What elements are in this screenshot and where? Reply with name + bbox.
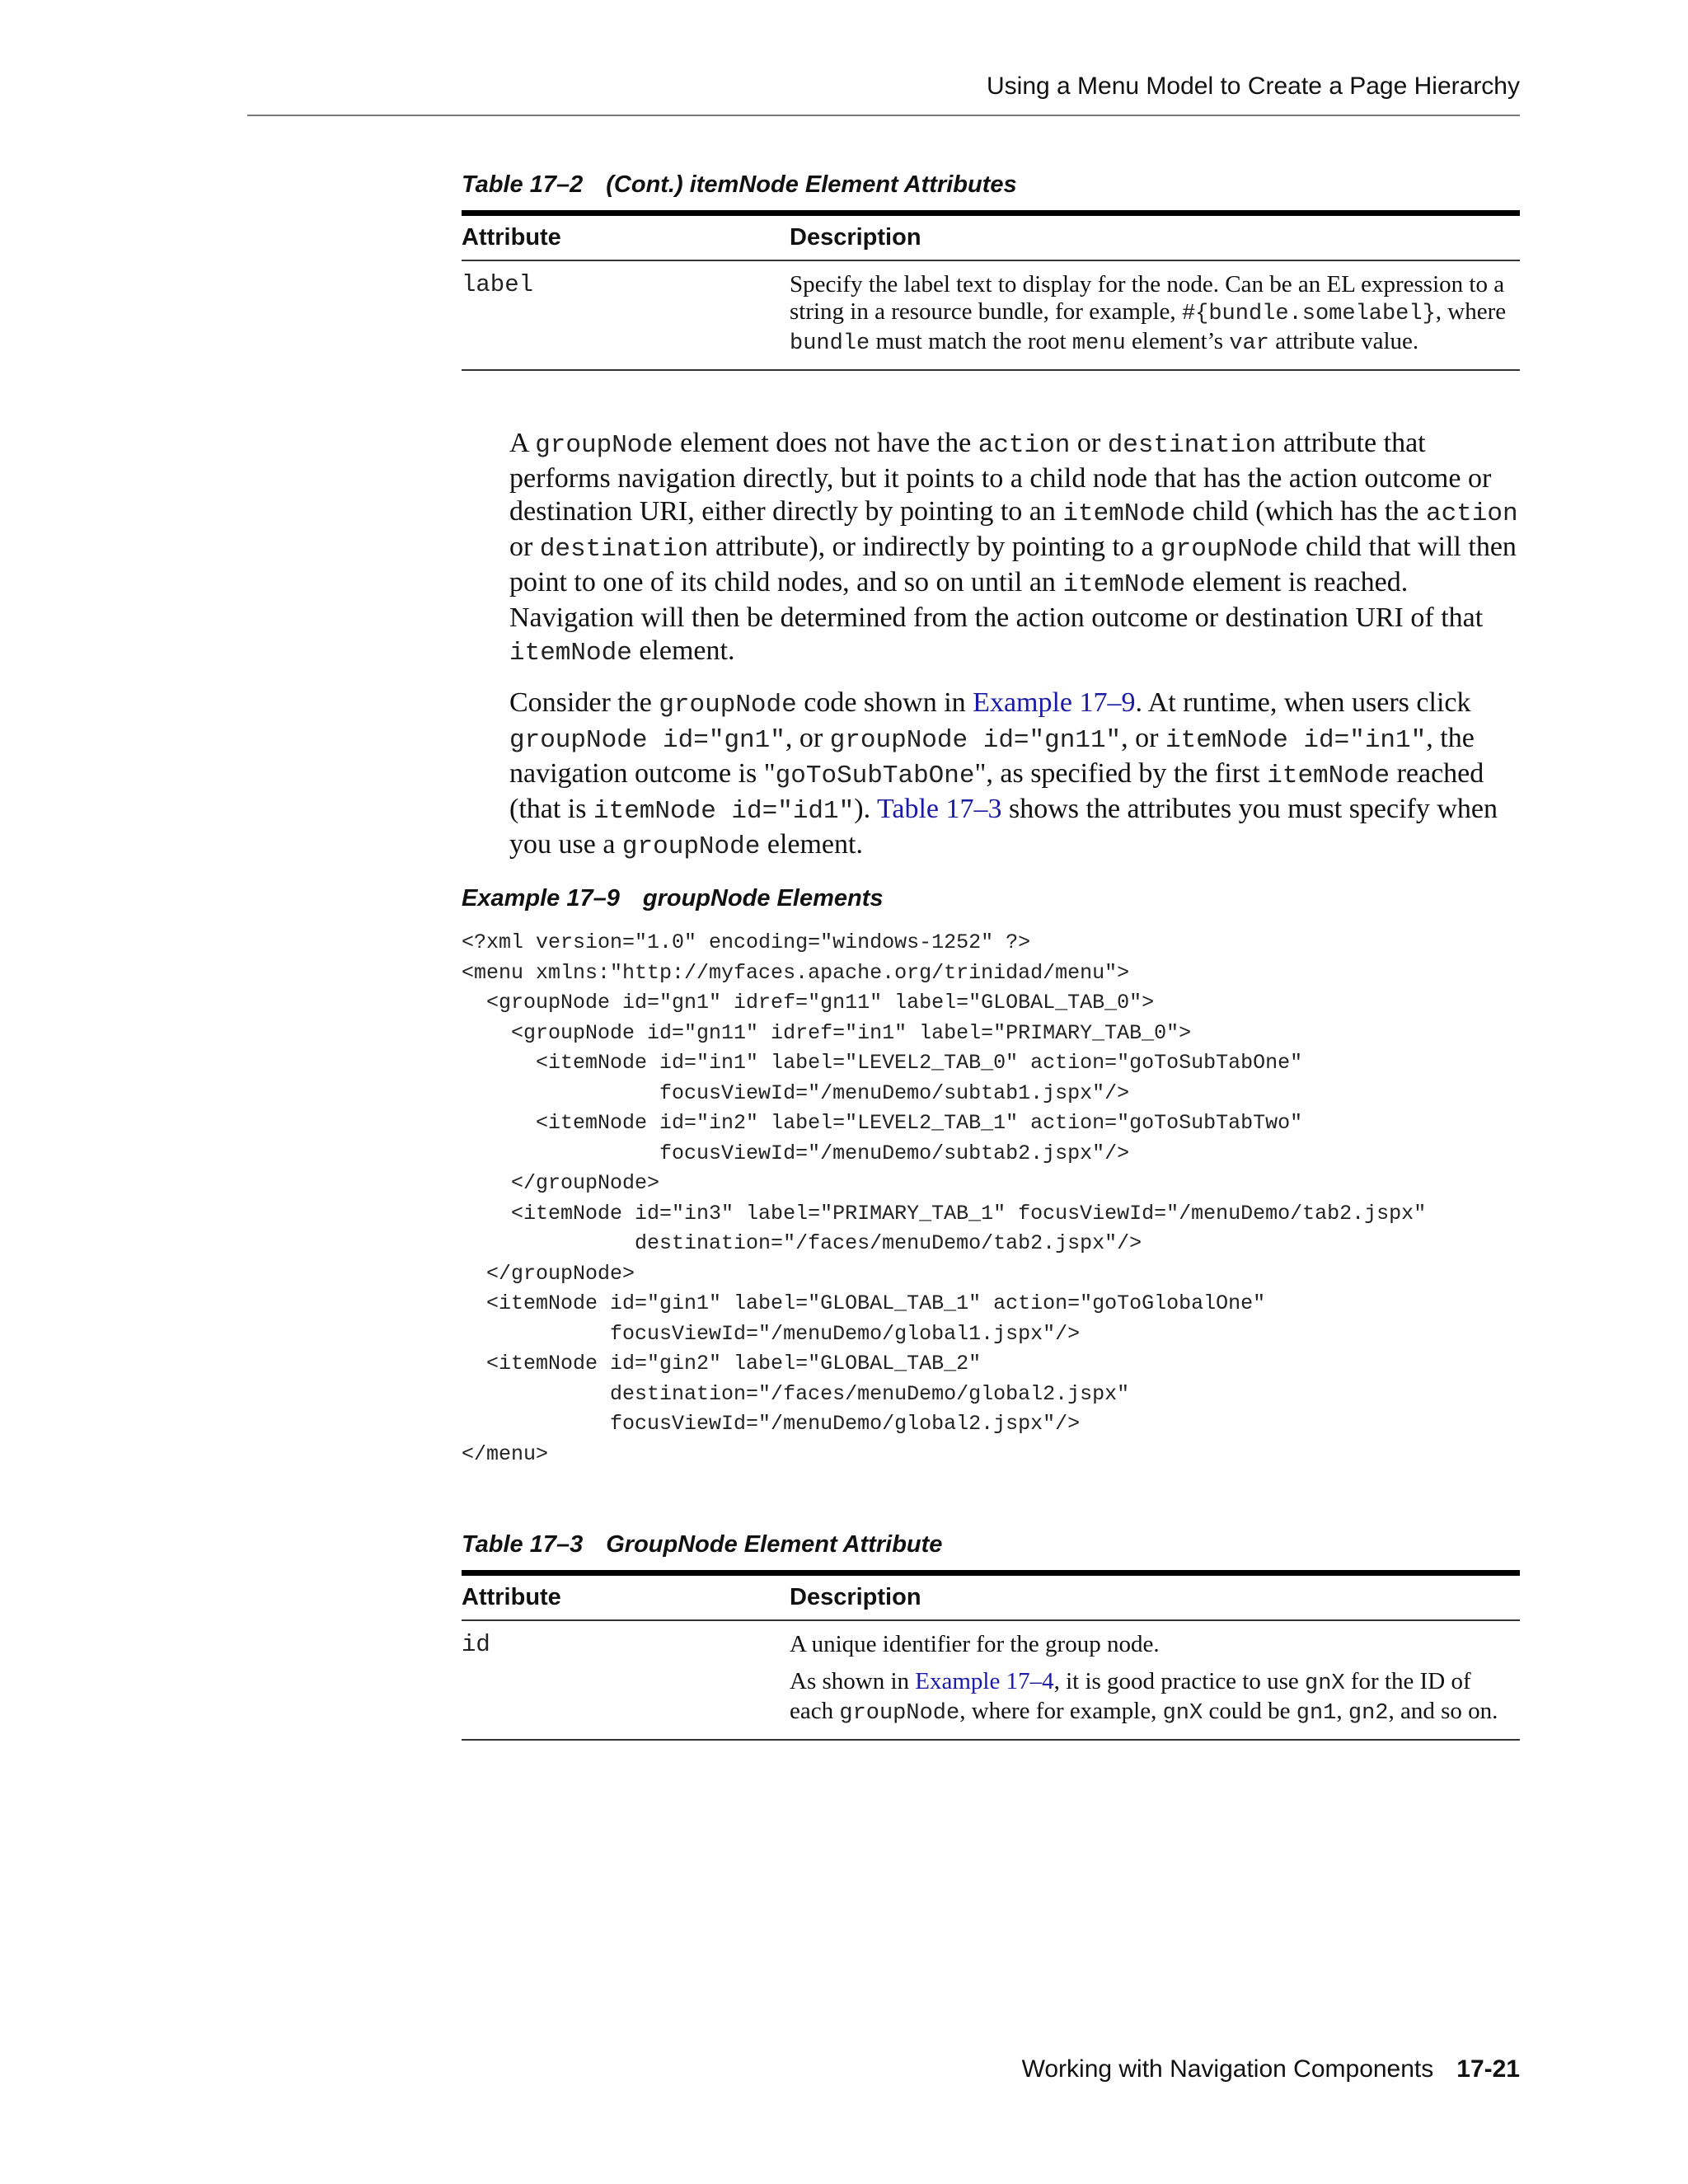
- code-text: groupNode: [535, 431, 673, 460]
- code-text: action: [978, 431, 1071, 460]
- text: element is reached. Navigation will then be determined from the action outcome or destination URI of that: [509, 567, 1484, 633]
- page-footer: [1022, 2055, 1520, 2083]
- text: element does not have the: [673, 428, 978, 458]
- example-title: groupNode Elements: [642, 885, 884, 912]
- code-text: destination: [1107, 431, 1277, 460]
- text: ", as specified by the first: [974, 758, 1268, 789]
- table-header-row: [462, 1573, 1520, 1621]
- table-17-2-block: [462, 171, 1520, 371]
- attribute-name: id: [462, 1631, 490, 1658]
- code-text: #{bundle.somelabel}: [1181, 302, 1436, 326]
- text: attribute), or indirectly by pointing to a: [708, 532, 1161, 562]
- code-text: itemNode id="id1": [593, 797, 855, 826]
- code-text: itemNode: [1267, 762, 1390, 790]
- text: , the navigation outcome is ": [509, 723, 1475, 789]
- footer-chapter: Working with Navigation Components: [1021, 2055, 1434, 2083]
- table-caption: [462, 1531, 1520, 1558]
- text: , or: [1121, 723, 1165, 753]
- paragraph-groupnode: [509, 427, 1522, 670]
- text: , and so on.: [1388, 1698, 1498, 1724]
- column-header-description: Description: [790, 1573, 1520, 1621]
- link-example-17-9[interactable]: Example 17–9: [973, 687, 1136, 718]
- text: Consider the: [509, 687, 659, 718]
- text: element.: [631, 635, 735, 666]
- text: code shown in: [796, 687, 973, 718]
- code-text: itemNode: [1062, 570, 1186, 599]
- code-text: bundle: [790, 331, 870, 356]
- table-title: (Cont.) itemNode Element Attributes: [606, 171, 1017, 198]
- text: As shown in: [790, 1668, 916, 1694]
- table-row: [462, 1620, 1520, 1740]
- code-text: action: [1425, 499, 1518, 528]
- code-text: itemNode id="in1": [1165, 726, 1427, 755]
- code-text: gn1: [1296, 1701, 1337, 1726]
- code-text: groupNode: [1160, 535, 1299, 564]
- text: , or: [785, 723, 830, 753]
- code-text: gnX: [1305, 1671, 1345, 1696]
- text: could be: [1203, 1698, 1296, 1724]
- code-text: gn2: [1348, 1701, 1389, 1726]
- code-text: groupNode id="gn11": [829, 726, 1122, 755]
- code-text: groupNode: [621, 832, 761, 861]
- code-text: groupNode: [839, 1701, 960, 1726]
- text: for the ID of each: [790, 1668, 1471, 1724]
- code-text: gnX: [1162, 1701, 1203, 1726]
- attribute-description: [790, 1620, 1520, 1740]
- text: or: [509, 532, 540, 562]
- text: shows the attributes you must specify when you use a: [509, 794, 1498, 860]
- table-number: Table 17–2: [462, 171, 584, 198]
- example-number: Example 17–9: [462, 885, 620, 912]
- description-line: A unique identifier for the group node.: [790, 1631, 1160, 1657]
- text: ).: [854, 794, 877, 824]
- text: A: [509, 428, 536, 458]
- text: element.: [760, 829, 863, 860]
- text: , where: [1435, 298, 1507, 325]
- running-header: Using a Menu Model to Create a Page Hierarchy: [987, 73, 1520, 100]
- body-text: [509, 427, 1522, 880]
- text: , it is good practice to use: [1053, 1668, 1306, 1694]
- text: child (which has the: [1185, 496, 1426, 527]
- text: attribute value.: [1268, 328, 1419, 354]
- example-caption: [462, 885, 1520, 912]
- code-text: groupNode: [659, 691, 797, 719]
- text: or: [1070, 428, 1108, 458]
- paragraph-consider: [509, 687, 1522, 864]
- table-header-row: [462, 213, 1520, 261]
- attribute-table: [462, 1570, 1520, 1741]
- description-note: [790, 1668, 1520, 1727]
- code-text: destination: [539, 535, 709, 564]
- column-header-attribute: Attribute: [462, 1573, 790, 1621]
- link-example-17-4[interactable]: Example 17–4: [915, 1668, 1054, 1694]
- text: attribute that performs navigation directly, but it points to a child node that has the action outcome or destination URI, either directly by pointing to an: [509, 428, 1492, 527]
- column-header-description: Description: [790, 213, 1520, 261]
- column-header-attribute: Attribute: [462, 213, 790, 261]
- page-number: 17-21: [1456, 2055, 1520, 2083]
- code-text: itemNode: [1062, 499, 1186, 528]
- code-example: <?xml version="1.0" encoding="windows-1252" ?> <menu xmlns:"http://myfaces.apache.org/trinidad/menu"> <groupNode id="gn1" idref="gn11" label="GLOBAL_TAB_0"> <groupNode id="gn11" idref="in1" label="PRIMARY_TAB_0"> <itemNode id="in1" label="LEVEL2_TAB_0" action="goToSubTabOne" focusViewId="/menuDemo/subtab1.jspx"/> <itemNode id="in2" label="LEVEL2_TAB_1" action="goToSubTabTwo" focusViewId="/menuDemo/subtab2.jspx"/> </groupNode> <itemNode id="in3" label="PRIMARY_TAB_1" focusViewId="/menuDemo/tab2.jspx" destination="/faces/menuDemo/tab2.jspx"/> </groupNode> <itemNode id="gin1" label="GLOBAL_TAB_1" action="goToGlobalOne" focusViewId="/menuDemo/global1.jspx"/> <itemNode id="gin2" label="GLOBAL_TAB_2" destination="/faces/menuDemo/global2.jspx" focusViewId="/menuDemo/global2.jspx"/> </menu>: [462, 930, 1427, 1466]
- code-text: var: [1229, 331, 1269, 356]
- table-row: [462, 260, 1520, 370]
- code-text: menu: [1071, 331, 1126, 356]
- table-title: GroupNode Element Attribute: [606, 1531, 943, 1558]
- code-text: itemNode: [509, 639, 632, 668]
- attribute-name: label: [462, 271, 534, 298]
- code-text: goToSubTabOne: [775, 762, 975, 790]
- header-rule: [247, 115, 1520, 116]
- link-table-17-3[interactable]: Table 17–3: [876, 794, 1002, 824]
- text: child that will then point to one of its child nodes, and so on until an: [509, 532, 1517, 598]
- text: . At runtime, when users click: [1135, 687, 1471, 718]
- table-17-3-block: [462, 1531, 1520, 1741]
- text: , where for example,: [959, 1698, 1163, 1724]
- table-caption: [462, 171, 1520, 199]
- text: ,: [1336, 1698, 1348, 1724]
- attribute-table: [462, 210, 1520, 371]
- code-text: groupNode id="gn1": [509, 726, 785, 755]
- table-number: Table 17–3: [462, 1531, 584, 1558]
- text: reached (that is: [509, 758, 1484, 824]
- text: element’s: [1125, 328, 1230, 354]
- attribute-description: [790, 260, 1520, 370]
- text: Specify the label text to display for the node. Can be an EL expression to a string in a resource bundle, for example,: [790, 271, 1505, 325]
- text: must match the root: [870, 328, 1072, 354]
